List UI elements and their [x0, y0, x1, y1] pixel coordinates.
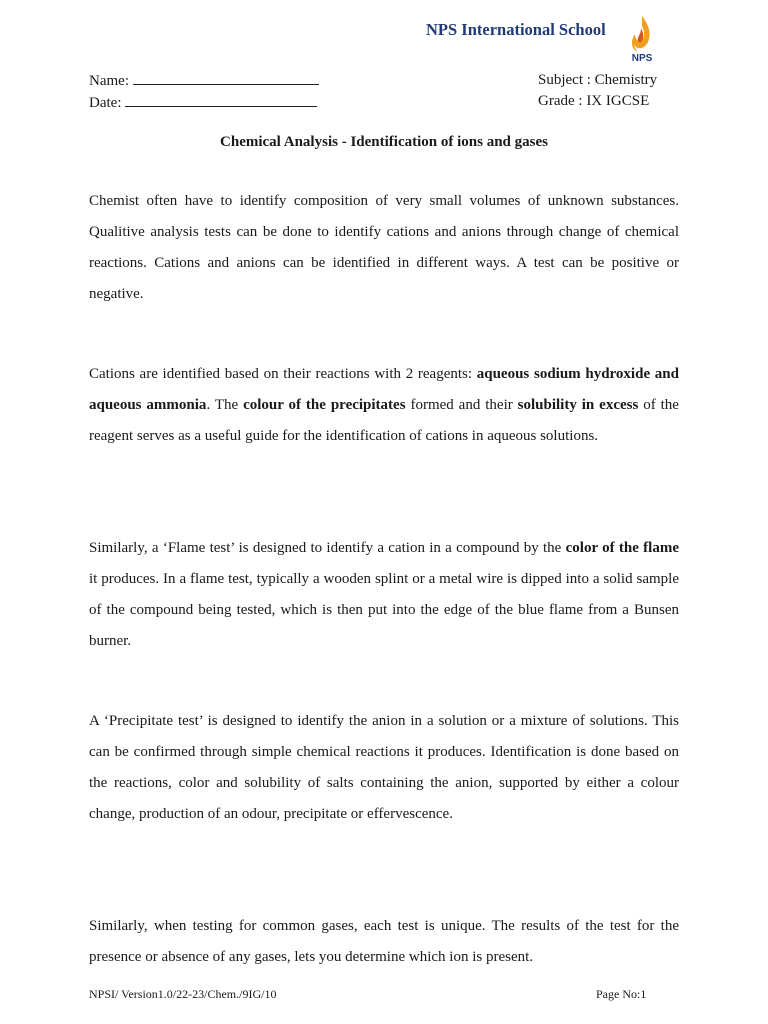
text-run: Similarly, a ‘Flame test’ is designed to identify a cation in a compound by the: [89, 540, 566, 556]
text-run: formed and their: [405, 397, 518, 413]
text-run: it produces. In a flame test, typically a wooden splint or a metal wire is dipped into a solid sample of the compound being tested, which is then put into the edge of the blue flame from a Bunsen burner.: [89, 571, 679, 649]
date-label: Date:: [89, 95, 122, 111]
name-line[interactable]: [133, 70, 319, 85]
document-title: Chemical Analysis - Identification of ions and gases: [220, 134, 548, 150]
subject-label: Subject :: [538, 72, 591, 88]
course-info: [538, 70, 657, 112]
subject-value: Chemistry: [594, 72, 658, 88]
grade-value: IX IGCSE: [586, 93, 650, 109]
bold-solubility: solubility in excess: [517, 397, 639, 413]
school-name: NPS International School: [426, 20, 606, 39]
date-line[interactable]: [125, 92, 317, 107]
name-label: Name:: [89, 73, 129, 89]
paragraph-flame-test: [89, 533, 679, 657]
logo-text: NPS: [631, 53, 653, 64]
name-row: [89, 70, 319, 92]
paragraph-gases: Similarly, when testing for common gases, each test is unique. The results of the test for the presence or absence of any gases, lets you determine which ion is present.: [89, 918, 679, 965]
grade-label: Grade :: [538, 93, 583, 109]
text-run: . The: [206, 397, 244, 413]
grade-row: [538, 91, 657, 112]
student-fields: [89, 70, 319, 114]
bold-reagents: aqueous sodium hydroxide and aqueous ammonia: [89, 366, 679, 413]
footer-version: NPSI/ Version1.0/22-23/Chem./9IG/10: [89, 987, 277, 1001]
paragraph-intro: Chemist often have to identify composition of very small volumes of unknown substances. Qualitive analysis tests can be done to identify cations and anions through change of chemical reactions. Cations and anions can be identified in different ways. A test can be positive or negative.: [89, 193, 679, 302]
text-run: Cations are identified based on their reactions with 2 reagents:: [89, 366, 477, 382]
bold-precipitate-colour: colour of the precipitates: [243, 397, 406, 413]
paragraph-precipitate-test: A ‘Precipitate test’ is designed to identify the anion in a solution or a mixture of solutions. This can be confirmed through simple chemical reactions it produces. Identification is done based on the reactions, color and solubility of salts containing the anion, supported by either a colour change, production of an odour, precipitate or effervescence.: [89, 713, 679, 822]
footer-page-number: Page No:1: [596, 987, 647, 1001]
bold-flame-color: color of the flame: [565, 540, 679, 556]
subject-row: [538, 70, 657, 91]
paragraph-cations: [89, 359, 679, 452]
text-run: of the reagent serves as a useful guide for the identification of cations in aqueous solutions.: [89, 397, 679, 444]
date-row: [89, 92, 319, 114]
